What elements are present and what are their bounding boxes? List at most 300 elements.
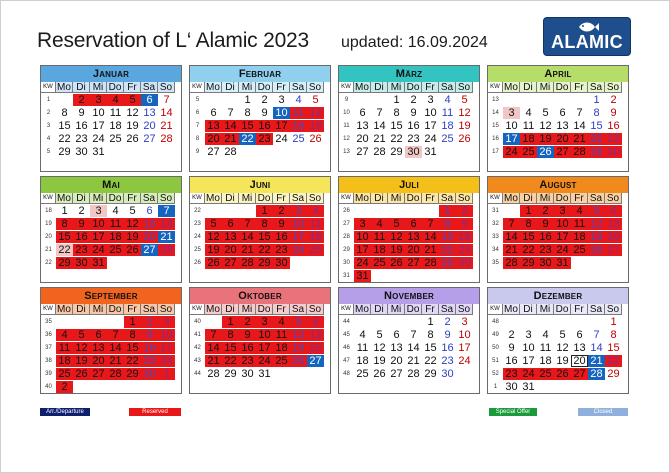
day-cell[interactable]: 4 — [359, 329, 366, 341]
day-cell[interactable]: 8 — [520, 218, 537, 230]
day-cell[interactable]: 23 — [503, 368, 520, 380]
day-cell[interactable]: 1 — [222, 316, 239, 328]
day-cell[interactable]: 10 — [92, 107, 105, 119]
day-cell[interactable]: 13 — [307, 329, 324, 341]
day-cell[interactable]: 12 — [588, 218, 605, 230]
day-cell[interactable]: 11 — [522, 120, 535, 132]
day-cell[interactable]: 25 — [56, 368, 73, 380]
day-cell[interactable]: 24 — [256, 355, 273, 367]
day-cell[interactable]: 24 — [354, 257, 371, 269]
day-cell[interactable]: 8 — [222, 329, 239, 341]
day-cell[interactable]: 3 — [290, 205, 307, 217]
day-cell[interactable]: 9 — [261, 107, 268, 119]
day-cell[interactable]: 10 — [290, 218, 307, 230]
day-cell[interactable]: 31 — [258, 368, 271, 380]
day-cell[interactable]: 11 — [371, 231, 388, 243]
day-cell[interactable]: 28 — [407, 368, 420, 380]
day-cell[interactable]: 9 — [410, 107, 417, 119]
day-cell[interactable]: 28 — [158, 244, 175, 256]
day-cell[interactable]: 8 — [593, 107, 600, 119]
day-cell[interactable]: 12 — [124, 218, 141, 230]
day-cell[interactable]: 3 — [354, 218, 371, 230]
day-cell[interactable]: 20 — [390, 355, 403, 367]
day-cell[interactable]: 20 — [205, 133, 222, 145]
day-cell[interactable]: 27 — [90, 368, 107, 380]
day-cell[interactable]: 22 — [124, 355, 141, 367]
day-cell[interactable]: 1 — [61, 205, 68, 217]
day-cell[interactable]: 29 — [224, 368, 237, 380]
day-cell[interactable]: 23 — [537, 244, 554, 256]
day-cell[interactable]: 23 — [441, 355, 454, 367]
day-cell[interactable]: 27 — [143, 133, 156, 145]
day-cell[interactable]: 22 — [439, 244, 456, 256]
day-cell[interactable]: 26 — [588, 244, 605, 256]
day-cell[interactable]: 13 — [405, 231, 422, 243]
day-cell[interactable]: 2 — [456, 205, 473, 217]
day-cell[interactable]: 15 — [239, 120, 256, 132]
day-cell[interactable]: 1 — [427, 316, 434, 328]
day-cell[interactable]: 17 — [290, 231, 307, 243]
day-cell[interactable]: 30 — [273, 257, 290, 269]
day-cell[interactable]: 3 — [503, 107, 520, 119]
day-cell[interactable]: 19 — [373, 355, 386, 367]
day-cell[interactable]: 31 — [424, 146, 437, 158]
day-cell[interactable]: 18 — [56, 355, 73, 367]
day-cell[interactable]: 8 — [439, 218, 456, 230]
day-cell[interactable]: 15 — [607, 342, 620, 354]
day-cell[interactable]: 20 — [222, 244, 239, 256]
day-cell[interactable]: 2 — [78, 205, 85, 217]
day-cell[interactable]: 3 — [278, 94, 285, 106]
day-cell[interactable]: 3 — [158, 316, 175, 328]
day-cell[interactable]: 5 — [312, 94, 319, 106]
day-cell[interactable]: 17 — [90, 231, 107, 243]
day-cell[interactable]: 17 — [354, 244, 371, 256]
day-cell[interactable]: 9 — [508, 342, 515, 354]
day-cell[interactable]: 8 — [610, 329, 617, 341]
day-cell[interactable]: 29 — [124, 368, 141, 380]
day-cell[interactable]: 17 — [158, 342, 175, 354]
day-cell[interactable]: 7 — [593, 329, 600, 341]
day-cell[interactable]: 1 — [244, 94, 251, 106]
day-cell[interactable]: 9 — [444, 329, 451, 341]
day-cell[interactable]: 20 — [571, 355, 588, 367]
day-cell[interactable]: 6 — [307, 316, 324, 328]
day-cell[interactable]: 27 — [571, 368, 588, 380]
day-cell[interactable]: 10 — [505, 120, 518, 132]
day-cell[interactable]: 11 — [290, 107, 307, 119]
day-cell[interactable]: 9 — [239, 329, 256, 341]
day-cell[interactable]: 18 — [107, 231, 124, 243]
day-cell[interactable]: 19 — [588, 231, 605, 243]
day-cell[interactable]: 30 — [605, 146, 622, 158]
day-cell[interactable]: 1 — [593, 94, 600, 106]
day-cell[interactable]: 3 — [525, 329, 532, 341]
day-cell[interactable]: 21 — [407, 355, 420, 367]
day-cell[interactable]: 1 — [520, 205, 537, 217]
day-cell[interactable]: 12 — [458, 107, 471, 119]
day-cell[interactable]: 13 — [90, 342, 107, 354]
day-cell[interactable]: 8 — [256, 218, 273, 230]
day-cell[interactable]: 15 — [424, 342, 437, 354]
day-cell[interactable]: 21 — [373, 133, 386, 145]
day-cell[interactable]: 19 — [126, 120, 139, 132]
day-cell[interactable]: 21 — [239, 244, 256, 256]
day-cell[interactable]: 20 — [605, 231, 622, 243]
day-cell[interactable]: 27 — [605, 244, 622, 256]
day-cell[interactable]: 21 — [571, 133, 588, 145]
day-cell[interactable]: 5 — [290, 316, 307, 328]
day-cell[interactable]: 27 — [554, 146, 571, 158]
day-cell[interactable]: 5 — [588, 205, 605, 217]
day-cell[interactable]: 7 — [410, 329, 417, 341]
day-cell[interactable]: 4 — [371, 218, 388, 230]
day-cell[interactable]: 15 — [124, 342, 141, 354]
day-cell[interactable]: 18 — [109, 120, 122, 132]
day-cell[interactable]: 18 — [371, 244, 388, 256]
day-cell[interactable]: 11 — [107, 218, 124, 230]
day-cell[interactable]: 12 — [388, 231, 405, 243]
day-cell[interactable]: 3 — [90, 205, 107, 217]
day-cell[interactable]: 27 — [307, 355, 324, 367]
day-cell[interactable]: 13 — [141, 218, 158, 230]
day-cell[interactable]: 26 — [537, 146, 554, 158]
day-cell[interactable]: 20 — [90, 355, 107, 367]
day-cell[interactable]: 13 — [390, 342, 403, 354]
day-cell[interactable]: 15 — [520, 231, 537, 243]
day-cell[interactable]: 27 — [141, 244, 158, 256]
day-cell[interactable]: 30 — [505, 381, 518, 393]
day-cell[interactable]: 18 — [539, 355, 552, 367]
day-cell[interactable]: 22 — [222, 355, 239, 367]
day-cell[interactable]: 18 — [520, 133, 537, 145]
day-cell[interactable]: 6 — [141, 94, 158, 106]
day-cell[interactable]: 18 — [441, 120, 454, 132]
day-cell[interactable]: 9 — [537, 218, 554, 230]
day-cell[interactable]: 24 — [458, 355, 471, 367]
day-cell[interactable]: 28 — [588, 368, 605, 380]
day-cell[interactable]: 9 — [78, 107, 85, 119]
day-cell[interactable]: 9 — [141, 329, 158, 341]
day-cell[interactable]: 5 — [205, 218, 222, 230]
day-cell[interactable]: 2 — [410, 94, 417, 106]
day-cell[interactable]: 13 — [605, 218, 622, 230]
day-cell[interactable]: 14 — [503, 231, 520, 243]
day-cell[interactable]: 19 — [537, 133, 554, 145]
day-cell[interactable]: 22 — [605, 355, 622, 367]
day-cell[interactable]: 25 — [520, 146, 537, 158]
day-cell[interactable]: 15 — [56, 231, 73, 243]
day-cell[interactable]: 27 — [207, 146, 220, 158]
day-cell[interactable]: 20 — [141, 231, 158, 243]
day-cell[interactable]: 18 — [307, 231, 324, 243]
day-cell[interactable]: 11 — [307, 218, 324, 230]
day-cell[interactable]: 12 — [556, 342, 569, 354]
day-cell[interactable]: 3 — [256, 316, 273, 328]
day-cell[interactable]: 26 — [388, 257, 405, 269]
day-cell[interactable]: 31 — [522, 381, 535, 393]
day-cell[interactable]: 25 — [371, 257, 388, 269]
day-cell[interactable]: 25 — [537, 368, 554, 380]
day-cell[interactable]: 28 — [224, 146, 237, 158]
day-cell[interactable]: 14 — [573, 120, 586, 132]
day-cell[interactable]: 7 — [503, 218, 520, 230]
day-cell[interactable]: 20 — [356, 133, 369, 145]
day-cell[interactable]: 5 — [461, 94, 468, 106]
day-cell[interactable]: 24 — [90, 244, 107, 256]
day-cell[interactable]: 21 — [588, 355, 605, 367]
day-cell[interactable]: 2 — [508, 329, 515, 341]
day-cell[interactable]: 4 — [525, 107, 532, 119]
day-cell[interactable]: 27 — [390, 368, 403, 380]
day-cell[interactable]: 7 — [158, 205, 175, 217]
day-cell[interactable]: 10 — [256, 329, 273, 341]
day-cell[interactable]: 7 — [376, 107, 383, 119]
day-cell[interactable]: 29 — [520, 257, 537, 269]
day-cell[interactable]: 28 — [503, 257, 520, 269]
day-cell[interactable]: 17 — [522, 355, 535, 367]
day-cell[interactable]: 6 — [210, 107, 217, 119]
day-cell[interactable]: 23 — [456, 244, 473, 256]
day-cell[interactable]: 16 — [256, 120, 273, 132]
day-cell[interactable]: 14 — [239, 231, 256, 243]
day-cell[interactable]: 26 — [554, 368, 571, 380]
day-cell[interactable]: 11 — [273, 329, 290, 341]
day-cell[interactable]: 16 — [441, 342, 454, 354]
day-cell[interactable]: 10 — [424, 107, 437, 119]
day-cell[interactable]: 17 — [503, 133, 520, 145]
day-cell[interactable]: 17 — [256, 342, 273, 354]
day-cell[interactable]: 6 — [393, 329, 400, 341]
day-cell[interactable]: 14 — [422, 231, 439, 243]
day-cell[interactable]: 26 — [458, 133, 471, 145]
day-cell[interactable]: 15 — [58, 120, 71, 132]
day-cell[interactable]: 14 — [107, 342, 124, 354]
day-cell[interactable]: 10 — [158, 329, 175, 341]
day-cell[interactable]: 9 — [73, 218, 90, 230]
day-cell[interactable]: 27 — [222, 257, 239, 269]
day-cell[interactable]: 18 — [273, 342, 290, 354]
day-cell[interactable]: 6 — [405, 218, 422, 230]
day-cell[interactable]: 7 — [205, 329, 222, 341]
day-cell[interactable]: 28 — [422, 257, 439, 269]
day-cell[interactable]: 17 — [458, 342, 471, 354]
day-cell[interactable]: 30 — [75, 146, 88, 158]
day-cell[interactable]: 11 — [56, 342, 73, 354]
day-cell[interactable]: 23 — [605, 133, 622, 145]
day-cell[interactable]: 13 — [356, 120, 369, 132]
day-cell[interactable]: 29 — [607, 368, 620, 380]
day-cell[interactable]: 21 — [503, 244, 520, 256]
day-cell[interactable]: 30 — [441, 368, 454, 380]
day-cell[interactable]: 14 — [158, 218, 175, 230]
day-cell[interactable]: 21 — [107, 355, 124, 367]
day-cell[interactable]: 26 — [309, 133, 322, 145]
day-cell[interactable]: 25 — [356, 368, 369, 380]
day-cell[interactable]: 1 — [158, 368, 175, 380]
day-cell[interactable]: 15 — [439, 231, 456, 243]
day-cell[interactable]: 16 — [141, 342, 158, 354]
day-cell[interactable]: 4 — [571, 205, 588, 217]
day-cell[interactable]: 5 — [542, 107, 549, 119]
day-cell[interactable]: 24 — [520, 368, 537, 380]
day-cell[interactable]: 1 — [610, 316, 617, 328]
day-cell[interactable]: 23 — [141, 355, 158, 367]
day-cell[interactable]: 26 — [205, 257, 222, 269]
day-cell[interactable]: 2 — [261, 94, 268, 106]
day-cell[interactable]: 14 — [222, 120, 239, 132]
day-cell[interactable]: 4 — [112, 205, 119, 217]
day-cell[interactable]: 3 — [427, 94, 434, 106]
day-cell[interactable]: 20 — [307, 342, 324, 354]
day-cell[interactable]: 15 — [390, 120, 403, 132]
day-cell[interactable]: 19 — [388, 244, 405, 256]
day-cell[interactable]: 16 — [75, 120, 88, 132]
day-cell[interactable]: 14 — [590, 342, 603, 354]
day-cell[interactable]: 2 — [56, 381, 73, 393]
day-cell[interactable]: 24 — [503, 146, 520, 158]
day-cell[interactable]: 4 — [444, 94, 451, 106]
day-cell[interactable]: 11 — [539, 342, 552, 354]
day-cell[interactable]: 21 — [158, 231, 175, 243]
day-cell[interactable]: 24 — [275, 133, 288, 145]
day-cell[interactable]: 13 — [222, 231, 239, 243]
day-cell[interactable]: 4 — [307, 205, 324, 217]
day-cell[interactable]: 6 — [146, 205, 153, 217]
day-cell[interactable]: 7 — [107, 329, 124, 341]
day-cell[interactable]: 24 — [92, 133, 105, 145]
day-cell[interactable]: 20 — [143, 120, 156, 132]
day-cell[interactable]: 1 — [439, 205, 456, 217]
day-cell[interactable]: 21 — [205, 355, 222, 367]
day-cell[interactable]: 28 — [239, 257, 256, 269]
day-cell[interactable]: 3 — [90, 94, 107, 106]
day-cell[interactable]: 30 — [73, 257, 90, 269]
day-cell[interactable]: 12 — [373, 342, 386, 354]
day-cell[interactable]: 16 — [607, 120, 620, 132]
day-cell[interactable]: 31 — [90, 257, 107, 269]
day-cell[interactable]: 12 — [290, 329, 307, 341]
day-cell[interactable]: 2 — [273, 205, 290, 217]
day-cell[interactable]: 12 — [539, 120, 552, 132]
day-cell[interactable]: 28 — [571, 146, 588, 158]
day-cell[interactable]: 24 — [158, 355, 175, 367]
day-cell[interactable]: 17 — [273, 120, 290, 132]
day-cell[interactable]: 10 — [354, 231, 371, 243]
day-cell[interactable]: 9 — [610, 107, 617, 119]
day-cell[interactable]: 29 — [390, 146, 403, 158]
day-cell[interactable]: 6 — [359, 107, 366, 119]
day-cell[interactable]: 20 — [554, 133, 571, 145]
day-cell[interactable]: 11 — [109, 107, 122, 119]
day-cell[interactable]: 6 — [222, 218, 239, 230]
day-cell[interactable]: 17 — [554, 231, 571, 243]
day-cell[interactable]: 16 — [456, 231, 473, 243]
day-cell[interactable]: 30 — [241, 368, 254, 380]
day-cell[interactable]: 31 — [92, 146, 105, 158]
day-cell[interactable]: 3 — [554, 205, 571, 217]
day-cell[interactable]: 22 — [56, 244, 73, 256]
day-cell[interactable]: 2 — [239, 316, 256, 328]
day-cell[interactable]: 5 — [376, 329, 383, 341]
day-cell[interactable]: 8 — [56, 218, 73, 230]
day-cell[interactable]: 5 — [73, 329, 90, 341]
day-cell[interactable]: 16 — [537, 231, 554, 243]
day-cell[interactable]: 8 — [393, 107, 400, 119]
day-cell[interactable]: 19 — [124, 231, 141, 243]
day-cell[interactable]: 16 — [505, 355, 518, 367]
day-cell[interactable]: 26 — [73, 368, 90, 380]
day-cell[interactable]: 24 — [424, 133, 437, 145]
day-cell[interactable]: 9 — [456, 218, 473, 230]
day-cell[interactable]: 28 — [107, 368, 124, 380]
day-cell[interactable]: 19 — [458, 120, 471, 132]
day-cell[interactable]: 15 — [590, 120, 603, 132]
day-cell[interactable]: 12 — [73, 342, 90, 354]
day-cell[interactable]: 1 — [256, 205, 273, 217]
day-cell[interactable]: 7 — [239, 218, 256, 230]
day-cell[interactable]: 27 — [356, 146, 369, 158]
day-cell[interactable]: 6 — [605, 205, 622, 217]
day-cell[interactable]: 30 — [456, 257, 473, 269]
day-cell[interactable]: 21 — [222, 133, 239, 145]
day-cell[interactable]: 2 — [73, 94, 90, 106]
day-cell[interactable]: 7 — [163, 94, 170, 106]
day-cell[interactable]: 24 — [554, 244, 571, 256]
day-cell[interactable]: 22 — [520, 244, 537, 256]
day-cell[interactable]: 2 — [610, 94, 617, 106]
day-cell[interactable]: 22 — [256, 244, 273, 256]
day-cell[interactable]: 2 — [444, 316, 451, 328]
day-cell[interactable]: 20 — [405, 244, 422, 256]
day-cell[interactable]: 14 — [373, 120, 386, 132]
day-cell[interactable]: 7 — [422, 218, 439, 230]
day-cell[interactable]: 23 — [256, 133, 273, 145]
day-cell[interactable]: 29 — [58, 146, 71, 158]
day-cell[interactable]: 25 — [292, 133, 305, 145]
day-cell[interactable]: 12 — [205, 231, 222, 243]
day-cell[interactable]: 23 — [273, 244, 290, 256]
day-cell[interactable]: 3 — [461, 316, 468, 328]
day-cell[interactable]: 4 — [295, 94, 302, 106]
day-cell[interactable]: 5 — [559, 329, 566, 341]
day-cell[interactable]: 7 — [576, 107, 583, 119]
day-cell[interactable]: 28 — [160, 133, 173, 145]
day-cell[interactable]: 10 — [522, 342, 535, 354]
day-cell[interactable]: 21 — [160, 120, 173, 132]
day-cell[interactable]: 26 — [124, 244, 141, 256]
day-cell[interactable]: 26 — [126, 133, 139, 145]
day-cell[interactable]: 10 — [458, 329, 471, 341]
day-cell[interactable]: 2 — [141, 316, 158, 328]
day-cell[interactable]: 23 — [75, 133, 88, 145]
day-cell[interactable]: 16 — [239, 342, 256, 354]
day-cell[interactable]: 29 — [439, 257, 456, 269]
day-cell[interactable]: 1 — [393, 94, 400, 106]
day-cell[interactable]: 22 — [424, 355, 437, 367]
day-cell[interactable]: 29 — [424, 368, 437, 380]
day-cell[interactable]: 18 — [356, 355, 369, 367]
day-cell[interactable]: 22 — [588, 133, 605, 145]
day-cell[interactable]: 29 — [256, 257, 273, 269]
day-cell[interactable]: 4 — [107, 94, 124, 106]
day-cell[interactable]: 25 — [107, 244, 124, 256]
day-cell[interactable]: 4 — [542, 329, 549, 341]
day-cell[interactable]: 11 — [441, 107, 454, 119]
day-cell[interactable]: 30 — [537, 257, 554, 269]
day-cell[interactable]: 4 — [273, 316, 290, 328]
day-cell[interactable]: 30 — [405, 146, 422, 158]
